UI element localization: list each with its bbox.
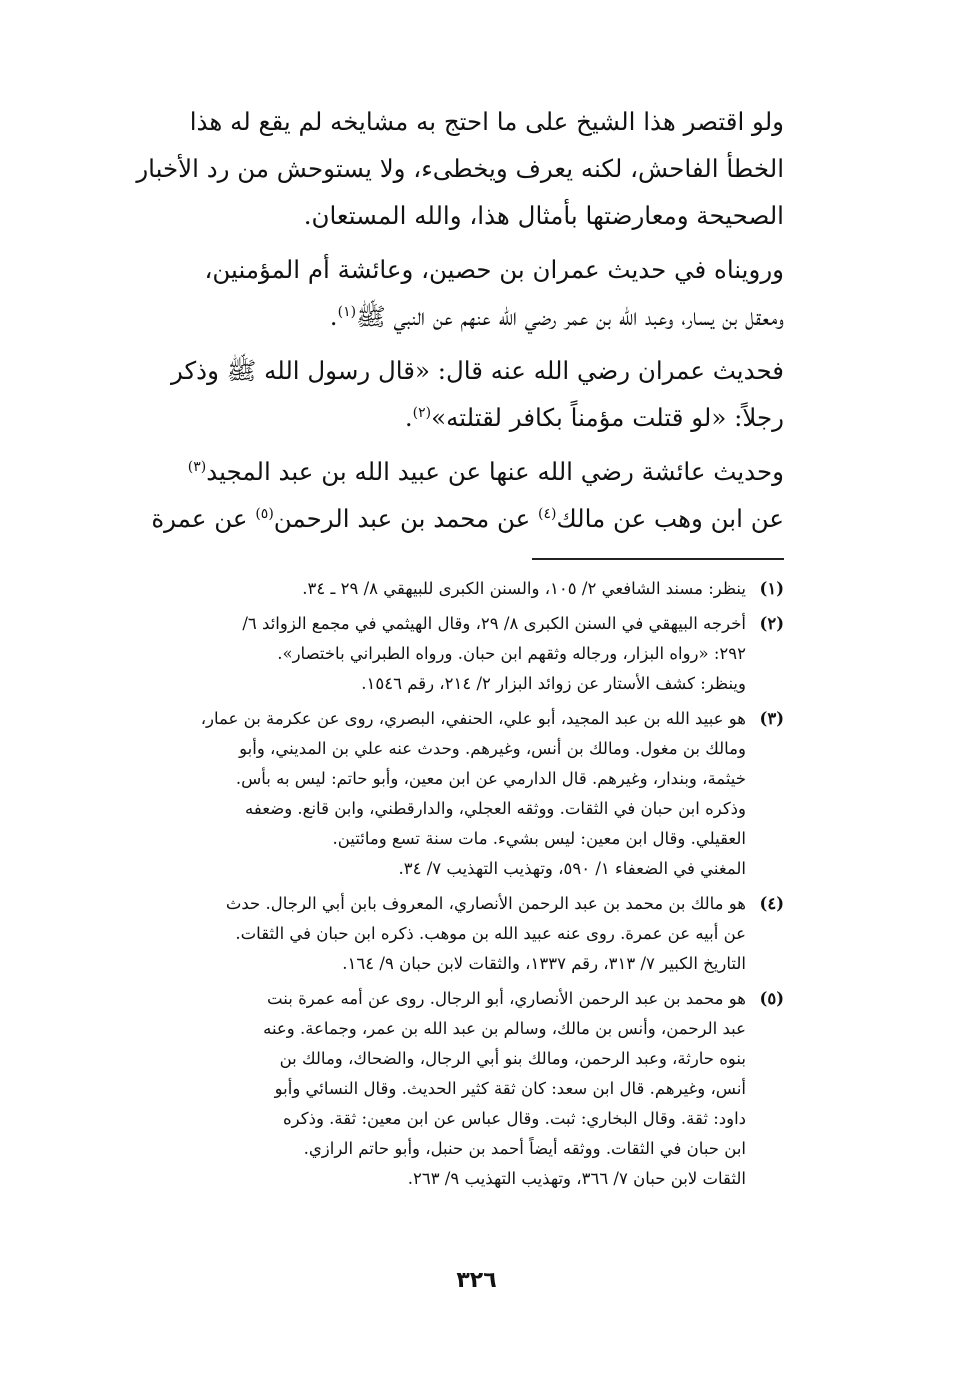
footnote-number: (١)	[759, 579, 784, 598]
page-content	[72, 98, 784, 1199]
page-number: ٣٢٦	[456, 1268, 497, 1293]
footnotes	[72, 574, 784, 1194]
paragraph-text: ولو اقتصر هذا الشيخ على ما احتج به مشايخه لم يقع له هذا الخطأ الفاحش، لكنه يعرف ويخطىء، ولا يستوحش من رد الأخبار الصحيحة ومعارضتها بأمثال هذا، والله المستعان.	[136, 107, 784, 230]
footnote-item	[72, 984, 784, 1194]
paragraph-tail: .	[404, 403, 413, 432]
footnote-ref-2[interactable]: (٢)	[412, 404, 432, 421]
footnote-item	[72, 889, 784, 979]
footnote-divider	[532, 558, 784, 560]
paragraph-text: وحديث عائشة رضي الله عنها عن عبيد الله بن عبد المجيد	[206, 457, 784, 486]
footnote-item	[72, 609, 784, 699]
footnote-text: ينظر: مسند الشافعي ٢/ ١٠٥، والسنن الكبرى للبيهقي ٨/ ٢٩ ـ ٣٤.	[302, 579, 746, 598]
footnote-item	[72, 574, 784, 604]
footnote-number: (٥)	[759, 989, 784, 1008]
footnote-number: (٣)	[759, 709, 784, 728]
footnote-item	[72, 704, 784, 884]
paragraph-text: فحديث عمران رضي الله عنه قال: «قال رسول الله ﷺ وذكر رجلاً: «لو قتلت مؤمناً بكافر لقتلته»	[170, 356, 784, 432]
body-paragraph-3	[72, 347, 784, 441]
body-paragraph-1	[72, 98, 784, 239]
footnote-text: أخرجه البيهقي في السنن الكبرى ٨/ ٢٩، وقال الهيثمي في مجمع الزوائد ٦/ ٢٩٢: «رواه البزار، ورجاله وثقهم ابن حبان. ورواه الطبراني باختصار». وينظر: كشف الأستار عن زوائد البزار ٢/ ٢١٤، رقم ١٥٤٦.	[242, 614, 746, 693]
paragraph-text: عن ابن وهب عن مالك	[556, 504, 784, 533]
footnote-ref-3[interactable]: (٣)	[187, 458, 207, 475]
footnote-text: هو عبيد الله بن عبد المجيد، أبو علي، الحنفي، البصري، روى عن عكرمة بن عمار، ومالك بن مغول. ومالك بن أنس، وغيرهم. وحدث عنه علي بن المديني، وأبو خيثمة، وبندار، وغيرهم. قال الدارمي عن ابن معين، وأبو حاتم: ليس به بأس. وذكره ابن حبان في الثقات. ووثقه العجلي، والدارقطني، وابن قانع. وضعفه العقيلي. وقال ابن معين: ليس بشيء. مات سنة تسع ومائتين. المغني في الضعفاء ١/ ٥٩٠، وتهذيب التهذيب ٧/ ٣٤.	[200, 709, 746, 878]
paragraph-text: عن عمرة	[151, 504, 256, 533]
body-paragraph-2	[72, 246, 784, 340]
footnote-ref-1[interactable]: (١)	[337, 303, 357, 320]
footnote-text: هو مالك بن محمد بن عبد الرحمن الأنصاري، المعروف بابن أبي الرجال. حدث عن أبيه عن عمرة. روى عنه عبيد الله بن موهب. ذكره ابن حبان في الثقات. التاريخ الكبير ٧/ ٣١٣، رقم ١٣٣٧، والثقات لابن حبان ٩/ ١٦٤.	[225, 894, 746, 973]
paragraph-text: عن محمد بن عبد الرحمن	[273, 504, 539, 533]
body-paragraph-4	[72, 448, 784, 542]
footnote-ref-5[interactable]: (٥)	[255, 505, 274, 522]
paragraph-text: ورويناه في حديث عمران بن حصين، وعائشة أم المؤمنين، ومعقل بن يسار، وعبد الله بن عمر رضي الله عنهم عن النبي ﷺ	[204, 255, 784, 331]
footnote-ref-4[interactable]: (٤)	[538, 505, 557, 522]
footnote-number: (٤)	[759, 894, 784, 913]
footnote-text: هو محمد بن عبد الرحمن الأنصاري، أبو الرجال. روى عن أمه عمرة بنت عبد الرحمن، وأنس بن مالك، وسالم بن عبد الله بن عمر، وجماعة. وعنه بنوه حارثة، وعبد الرحمن، ومالك بنو أبي الرجال، والضحاك، ومالك بن أنس، وغيرهم. قال ابن سعد: كان ثقة كثير الحديث. وقال النسائي وأبو داود: ثقة. وقال البخاري: ثبت. وقال عباس عن ابن معين: ثقة. وذكره ابن حبان في الثقات. ووثقه أيضاً أحمد بن حنبل، وأبو حاتم الرازي. الثقات لابن حبان ٧/ ٣٦٦، وتهذيب التهذيب ٩/ ٢٦٣.	[263, 989, 746, 1188]
paragraph-tail: .	[329, 302, 338, 331]
footnote-number: (٢)	[759, 614, 784, 633]
